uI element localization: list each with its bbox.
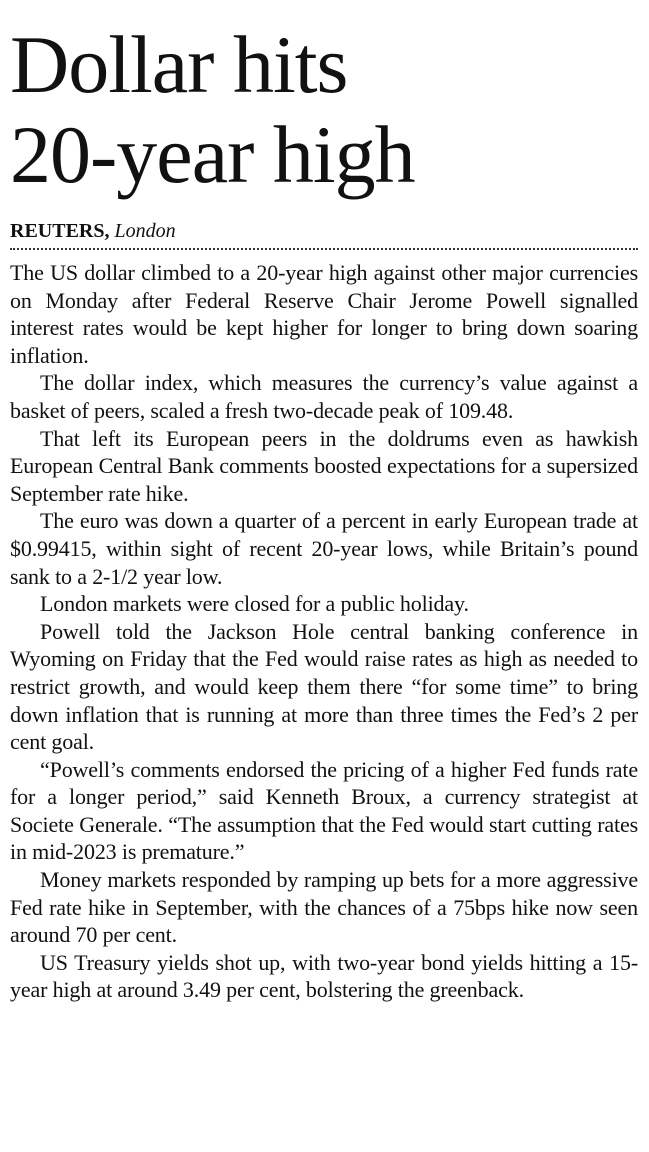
paragraph: London markets were closed for a public holiday. [40, 591, 469, 617]
headline-line-2: 20-year high [10, 109, 415, 200]
paragraph: The euro was down a quarter of a percent in early European trade at $0.99415, within sight of recent 20-year lows, while Britain’s pound sank to a 2-1/2 year low. [10, 508, 638, 589]
paragraph: The US dollar climbed to a 20-year high against other major currencies on Monday after Federal Reserve Chair Jerome Powell signalled interest rates would be kept higher for longer to bring down soaring inflation. [10, 260, 638, 368]
headline-line-1: Dollar hits [10, 19, 348, 110]
paragraph: Money markets responded by ramping up bets for a more aggressive Fed rate hike in September, with the chances of a 75bps hike now seen around 70 per cent. [10, 867, 638, 948]
paragraph: The dollar index, which measures the currency’s value against a basket of peers, scaled a fresh two-decade peak of 109.48. [10, 370, 638, 423]
byline-agency: REUTERS, [10, 220, 110, 242]
paragraph: That left its European peers in the doldrums even as hawkish European Central Bank comments boosted expectations for a supersized September rate hike. [10, 425, 638, 506]
dotted-divider [10, 248, 638, 250]
article-body [10, 259, 638, 1004]
headline [10, 20, 638, 200]
byline [10, 218, 638, 244]
paragraph: Powell told the Jackson Hole central banking conference in Wyoming on Friday that the Fed would raise rates as high as needed to restrict growth, and would keep them there “for some time” to bring down inflation that is running at more than three times the Fed’s 2 per cent goal. [10, 618, 638, 755]
paragraph: “Powell’s comments endorsed the pricing of a higher Fed funds rate for a longer period,” said Kenneth Broux, a currency strategist at Societe Generale. “The assumption that the Fed would start cutting rates in mid-2023 is premature.” [10, 756, 638, 865]
paragraph: US Treasury yields shot up, with two-year bond yields hitting a 15-year high at around 3.49 per cent, bolstering the greenback. [10, 949, 638, 1003]
byline-dateline: London [114, 220, 176, 242]
news-article [10, 0, 638, 1004]
